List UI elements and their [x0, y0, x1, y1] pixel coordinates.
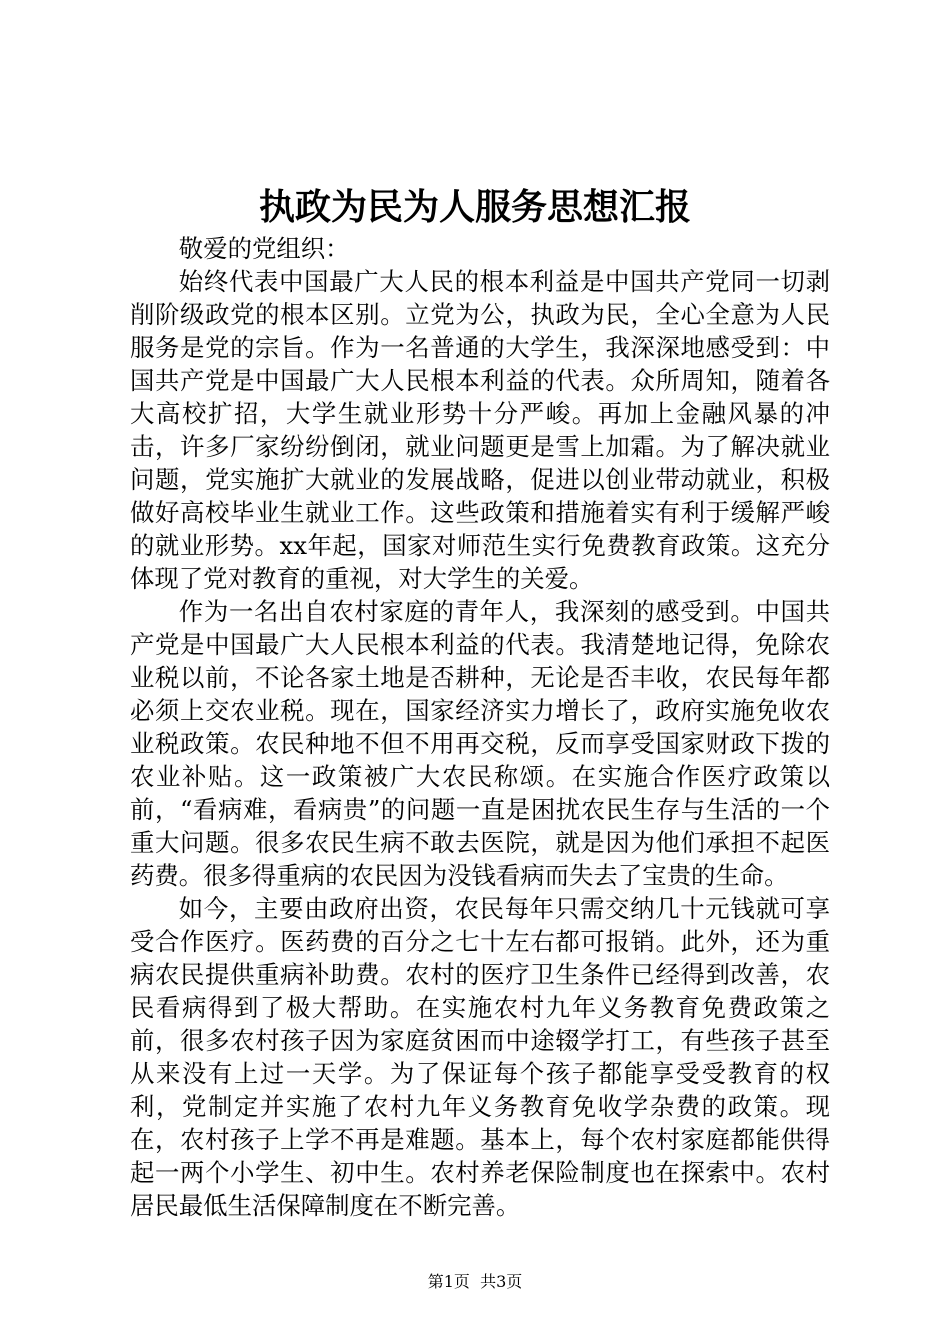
paragraph-2: 作为一名出自农村家庭的青年人，我深刻的感受到。中国共产党是中国最广大人民根本利益的代表。我清楚地记得，免除农业税以前，不论各家土地是否耕种，无论是否丰收，农民每年都必须上交农业税。现在，国家经济实力增长了，政府实施免收农业税政策。农民种地不但不用再交税，反而享受国家财政下拨的农业补贴。这一政策被广大农民称颂。在实施合作医疗政策以前，“看病难，看病贵”的问题一直是困扰农民生存与生活的一个重大问题。很多农民生病不敢去医院，就是因为他们承担不起医药费。很多得重病的农民因为没钱看病而失去了宝贵的生命。 [130, 597, 830, 890]
paragraph-1: 始终代表中国最广大人民的根本利益是中国共产党同一切剥削阶级政党的根本区别。立党为公，执政为民，全心全意为人民服务是党的宗旨。作为一名普通的大学生，我深深地感受到：中国共产党是中国最广大人民根本利益的代表。众所周知，随着各大高校扩招，大学生就业形势十分严峻。再加上金融风暴的冲击，许多厂家纷纷倒闭，就业问题更是雪上加霜。为了解决就业问题，党实施扩大就业的发展战略，促进以创业带动就业，积极做好高校毕业生就业工作。这些政策和措施着实有利于缓解严峻的就业形势。xx年起，国家对师范生实行免费教育政策。这充分体现了党对教育的重视，对大学生的关爱。 [130, 267, 830, 593]
page-number: 第1页 共3页 [427, 1272, 523, 1291]
document-body [130, 232, 830, 1222]
paragraph-3: 如今，主要由政府出资，农民每年只需交纳几十元钱就可享受合作医疗。医药费的百分之七十左右都可报销。此外，还为重病农民提供重病补助费。农村的医疗卫生条件已经得到改善，农民看病得到了极大帮助。在实施农村九年义务教育免费政策之前，很多农村孩子因为家庭贫困而中途辍学打工，有些孩子甚至从来没有上过一天学。为了保证每个孩子都能享受受教育的权利，党制定并实施了农村九年义务教育免收学杂费的政策。现在，农村孩子上学不再是难题。基本上，每个农村家庭都能供得起一两个小学生、初中生。农村养老保险制度也在探索中。农村居民最低生活保障制度在不断完善。 [130, 894, 830, 1220]
salutation: 敬爱的党组织： [178, 234, 350, 263]
page-footer [0, 1271, 950, 1293]
page-title: 执政为民为人服务思想汇报 [258, 186, 691, 228]
